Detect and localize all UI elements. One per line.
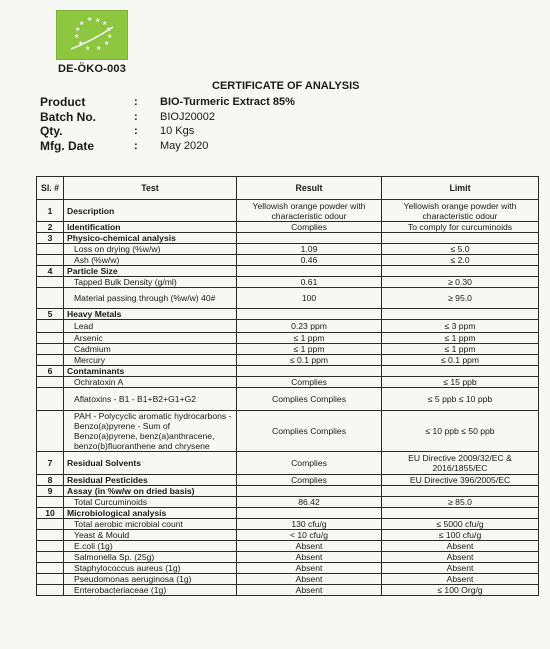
row-sl-number bbox=[37, 563, 64, 574]
row-test-name: Arsenic bbox=[64, 333, 237, 344]
table-row bbox=[37, 320, 539, 333]
row-sl-number bbox=[37, 574, 64, 585]
table-row bbox=[37, 333, 539, 344]
row-test-name: Material passing through (%w/w) 40# bbox=[64, 288, 237, 309]
row-sl-number bbox=[37, 377, 64, 388]
row-limit: ≤ 1 ppm bbox=[382, 344, 539, 355]
row-test-name: Cadmium bbox=[64, 344, 237, 355]
certification-code: DE-ÖKO-003 bbox=[58, 63, 127, 75]
table-row bbox=[37, 475, 539, 486]
row-limit bbox=[382, 233, 539, 244]
row-result: < 10 cfu/g bbox=[237, 530, 382, 541]
row-result: 1.09 bbox=[237, 244, 382, 255]
row-limit: EU Directive 396/2005/EC bbox=[382, 475, 539, 486]
row-sl-number: 7 bbox=[37, 452, 64, 475]
row-test-name: Assay (in %w/w on dried basis) bbox=[64, 486, 237, 497]
row-result: ≤ 1 ppm bbox=[237, 333, 382, 344]
row-limit: ≤ 10 ppb ≤ 50 ppb bbox=[382, 411, 539, 452]
row-test-name: Residual Solvents bbox=[64, 452, 237, 475]
svg-text:★: ★ bbox=[74, 33, 80, 40]
info-value: May 2020 bbox=[160, 139, 209, 152]
row-limit bbox=[382, 366, 539, 377]
table-row bbox=[37, 266, 539, 277]
row-limit: ≤ 100 Org/g bbox=[382, 585, 539, 596]
row-result: Absent bbox=[237, 585, 382, 596]
table-row bbox=[37, 508, 539, 519]
table-row bbox=[37, 377, 539, 388]
row-limit: ≥ 95.0 bbox=[382, 288, 539, 309]
row-test-name: Lead bbox=[64, 320, 237, 333]
row-result bbox=[237, 508, 382, 519]
header-sl: Sl. # bbox=[37, 177, 64, 200]
row-limit bbox=[382, 309, 539, 320]
analysis-table bbox=[36, 176, 539, 596]
row-sl-number: 10 bbox=[37, 508, 64, 519]
row-sl-number: 3 bbox=[37, 233, 64, 244]
row-test-name: PAH - Polycyclic aromatic hydrocarbons - Benzo(a)pyrene - Sum of Benzo(a)pyrene, benz(a)anthracene, benzo(b)fluoranthene and chrysene bbox=[64, 411, 237, 452]
row-result bbox=[237, 233, 382, 244]
table-row bbox=[37, 541, 539, 552]
row-limit: ≤ 5.0 bbox=[382, 244, 539, 255]
row-test-name: Ash (%w/w) bbox=[64, 255, 237, 266]
row-limit: ≤ 3 ppm bbox=[382, 320, 539, 333]
svg-text:★: ★ bbox=[75, 26, 81, 33]
row-test-name: Aflatoxins - B1 - B1+B2+G1+G2 bbox=[64, 388, 237, 411]
row-sl-number bbox=[37, 411, 64, 452]
row-sl-number bbox=[37, 333, 64, 344]
row-test-name: Contaminants bbox=[64, 366, 237, 377]
svg-text:★: ★ bbox=[106, 26, 112, 33]
row-sl-number: 4 bbox=[37, 266, 64, 277]
table-row bbox=[37, 200, 539, 222]
table-body bbox=[37, 200, 539, 596]
row-limit bbox=[382, 266, 539, 277]
row-sl-number bbox=[37, 288, 64, 309]
table-row bbox=[37, 277, 539, 288]
row-result: Absent bbox=[237, 563, 382, 574]
row-limit: ≤ 5000 cfu/g bbox=[382, 519, 539, 530]
row-test-name: E.coli (1g) bbox=[64, 541, 237, 552]
svg-text:★: ★ bbox=[79, 20, 85, 27]
row-result: 0.61 bbox=[237, 277, 382, 288]
row-test-name: Loss on drying (%w/w) bbox=[64, 244, 237, 255]
row-test-name: Heavy Metals bbox=[64, 309, 237, 320]
row-limit bbox=[382, 486, 539, 497]
table-row bbox=[37, 519, 539, 530]
row-sl-number bbox=[37, 530, 64, 541]
info-label: Batch No. bbox=[40, 109, 97, 124]
row-limit: ≤ 5 ppb ≤ 10 ppb bbox=[382, 388, 539, 411]
row-result: Absent bbox=[237, 552, 382, 563]
row-sl-number bbox=[37, 497, 64, 508]
table-row bbox=[37, 574, 539, 585]
info-label: Mfg. Date bbox=[40, 138, 94, 153]
row-result: Absent bbox=[237, 574, 382, 585]
table-row bbox=[37, 530, 539, 541]
row-limit: Absent bbox=[382, 563, 539, 574]
header-result: Result bbox=[237, 177, 382, 200]
table-row bbox=[37, 222, 539, 233]
row-limit: ≤ 0.1 ppm bbox=[382, 355, 539, 366]
header-test: Test bbox=[64, 177, 237, 200]
svg-text:★: ★ bbox=[95, 17, 101, 24]
product-info bbox=[40, 95, 440, 153]
svg-text:★: ★ bbox=[85, 45, 91, 52]
table-row bbox=[37, 452, 539, 475]
svg-text:★: ★ bbox=[78, 40, 84, 47]
row-sl-number: 6 bbox=[37, 366, 64, 377]
table-row bbox=[37, 366, 539, 377]
svg-text:★: ★ bbox=[104, 40, 110, 47]
row-limit: ≥ 0.30 bbox=[382, 277, 539, 288]
row-limit: EU Directive 2009/32/EC & 2016/1855/EC bbox=[382, 452, 539, 475]
row-limit: Absent bbox=[382, 574, 539, 585]
row-sl-number bbox=[37, 277, 64, 288]
row-test-name: Staphylococcus aureus (1g) bbox=[64, 563, 237, 574]
row-test-name: Identification bbox=[64, 222, 237, 233]
row-sl-number bbox=[37, 320, 64, 333]
row-test-name: Physico-chemical analysis bbox=[64, 233, 237, 244]
table-row bbox=[37, 388, 539, 411]
row-limit: ≤ 1 ppm bbox=[382, 333, 539, 344]
table-row bbox=[37, 344, 539, 355]
row-result: 100 bbox=[237, 288, 382, 309]
row-limit bbox=[382, 508, 539, 519]
row-limit: ≤ 2.0 bbox=[382, 255, 539, 266]
table-row bbox=[37, 497, 539, 508]
row-test-name: Pseudomonas aeruginosa (1g) bbox=[64, 574, 237, 585]
info-row-qty: Qty. : 10 Kgs bbox=[40, 124, 195, 138]
table-row bbox=[37, 563, 539, 574]
row-result bbox=[237, 486, 382, 497]
row-result: Complies Complies bbox=[237, 411, 382, 452]
row-sl-number: 5 bbox=[37, 309, 64, 320]
row-result: 0.23 ppm bbox=[237, 320, 382, 333]
row-result: ≤ 1 ppm bbox=[237, 344, 382, 355]
svg-text:★: ★ bbox=[96, 45, 102, 52]
row-result: Complies bbox=[237, 475, 382, 486]
row-test-name: Tapped Bulk Density (g/ml) bbox=[64, 277, 237, 288]
row-test-name: Enterobacteriaceae (1g) bbox=[64, 585, 237, 596]
row-result: Absent bbox=[237, 541, 382, 552]
row-result bbox=[237, 366, 382, 377]
info-value: BIO-Turmeric Extract 85% bbox=[160, 96, 295, 108]
row-test-name: Mercury bbox=[64, 355, 237, 366]
row-test-name: Microbiological analysis bbox=[64, 508, 237, 519]
row-sl-number bbox=[37, 388, 64, 411]
row-sl-number bbox=[37, 519, 64, 530]
row-limit: ≥ 85.0 bbox=[382, 497, 539, 508]
table-row bbox=[37, 411, 539, 452]
info-label: Product bbox=[40, 95, 86, 109]
eu-organic-leaf-icon bbox=[56, 10, 128, 60]
table-row bbox=[37, 585, 539, 596]
row-test-name: Particle Size bbox=[64, 266, 237, 277]
row-sl-number bbox=[37, 552, 64, 563]
header-limit: Limit bbox=[382, 177, 539, 200]
info-value: BIOJ20002 bbox=[160, 110, 216, 123]
row-test-name: Residual Pesticides bbox=[64, 475, 237, 486]
row-sl-number: 9 bbox=[37, 486, 64, 497]
svg-text:★: ★ bbox=[107, 33, 113, 40]
document-title: CERTIFICATE OF ANALYSIS bbox=[212, 80, 360, 92]
info-row-batch: Batch No. : BIOJ20002 bbox=[40, 109, 216, 124]
svg-text:★: ★ bbox=[87, 16, 93, 23]
row-result: Complies bbox=[237, 377, 382, 388]
table-row bbox=[37, 486, 539, 497]
row-result: Yellowish orange powder with characteristic odour bbox=[237, 200, 382, 222]
row-result bbox=[237, 266, 382, 277]
row-result bbox=[237, 309, 382, 320]
row-result: 86.42 bbox=[237, 497, 382, 508]
row-result: Complies bbox=[237, 222, 382, 233]
row-sl-number bbox=[37, 355, 64, 366]
info-row-product: Product : BIO-Turmeric Extract 85% bbox=[40, 95, 295, 109]
row-result: 130 cfu/g bbox=[237, 519, 382, 530]
table-header-row bbox=[37, 177, 539, 200]
row-result: ≤ 0.1 ppm bbox=[237, 355, 382, 366]
row-test-name: Total aerobic microbial count bbox=[64, 519, 237, 530]
row-sl-number bbox=[37, 255, 64, 266]
row-limit: Absent bbox=[382, 541, 539, 552]
row-result: 0.46 bbox=[237, 255, 382, 266]
table-row bbox=[37, 288, 539, 309]
row-sl-number bbox=[37, 541, 64, 552]
table-row bbox=[37, 309, 539, 320]
row-result: Complies bbox=[237, 452, 382, 475]
row-limit: ≤ 100 cfu/g bbox=[382, 530, 539, 541]
row-result: Complies Complies bbox=[237, 388, 382, 411]
row-sl-number bbox=[37, 585, 64, 596]
row-limit: Yellowish orange powder with characteristic odour bbox=[382, 200, 539, 222]
table-row bbox=[37, 552, 539, 563]
table-row bbox=[37, 255, 539, 266]
row-test-name: Ochratoxin A bbox=[64, 377, 237, 388]
row-test-name: Yeast & Mould bbox=[64, 530, 237, 541]
info-value: 10 Kgs bbox=[160, 125, 195, 137]
info-row-mfg-date: Mfg. Date : May 2020 bbox=[40, 138, 209, 153]
row-limit: Absent bbox=[382, 552, 539, 563]
info-label: Qty. bbox=[40, 124, 63, 138]
row-limit: ≤ 15 ppb bbox=[382, 377, 539, 388]
table-row bbox=[37, 355, 539, 366]
row-test-name: Total Curcuminoids bbox=[64, 497, 237, 508]
row-test-name: Salmonella Sp. (25g) bbox=[64, 552, 237, 563]
row-sl-number bbox=[37, 244, 64, 255]
svg-text:★: ★ bbox=[102, 20, 108, 27]
row-sl-number bbox=[37, 344, 64, 355]
table-row bbox=[37, 233, 539, 244]
row-sl-number: 2 bbox=[37, 222, 64, 233]
row-sl-number: 1 bbox=[37, 200, 64, 222]
row-test-name: Description bbox=[64, 200, 237, 222]
row-limit: To comply for curcuminoids bbox=[382, 222, 539, 233]
row-sl-number: 8 bbox=[37, 475, 64, 486]
table-row bbox=[37, 244, 539, 255]
